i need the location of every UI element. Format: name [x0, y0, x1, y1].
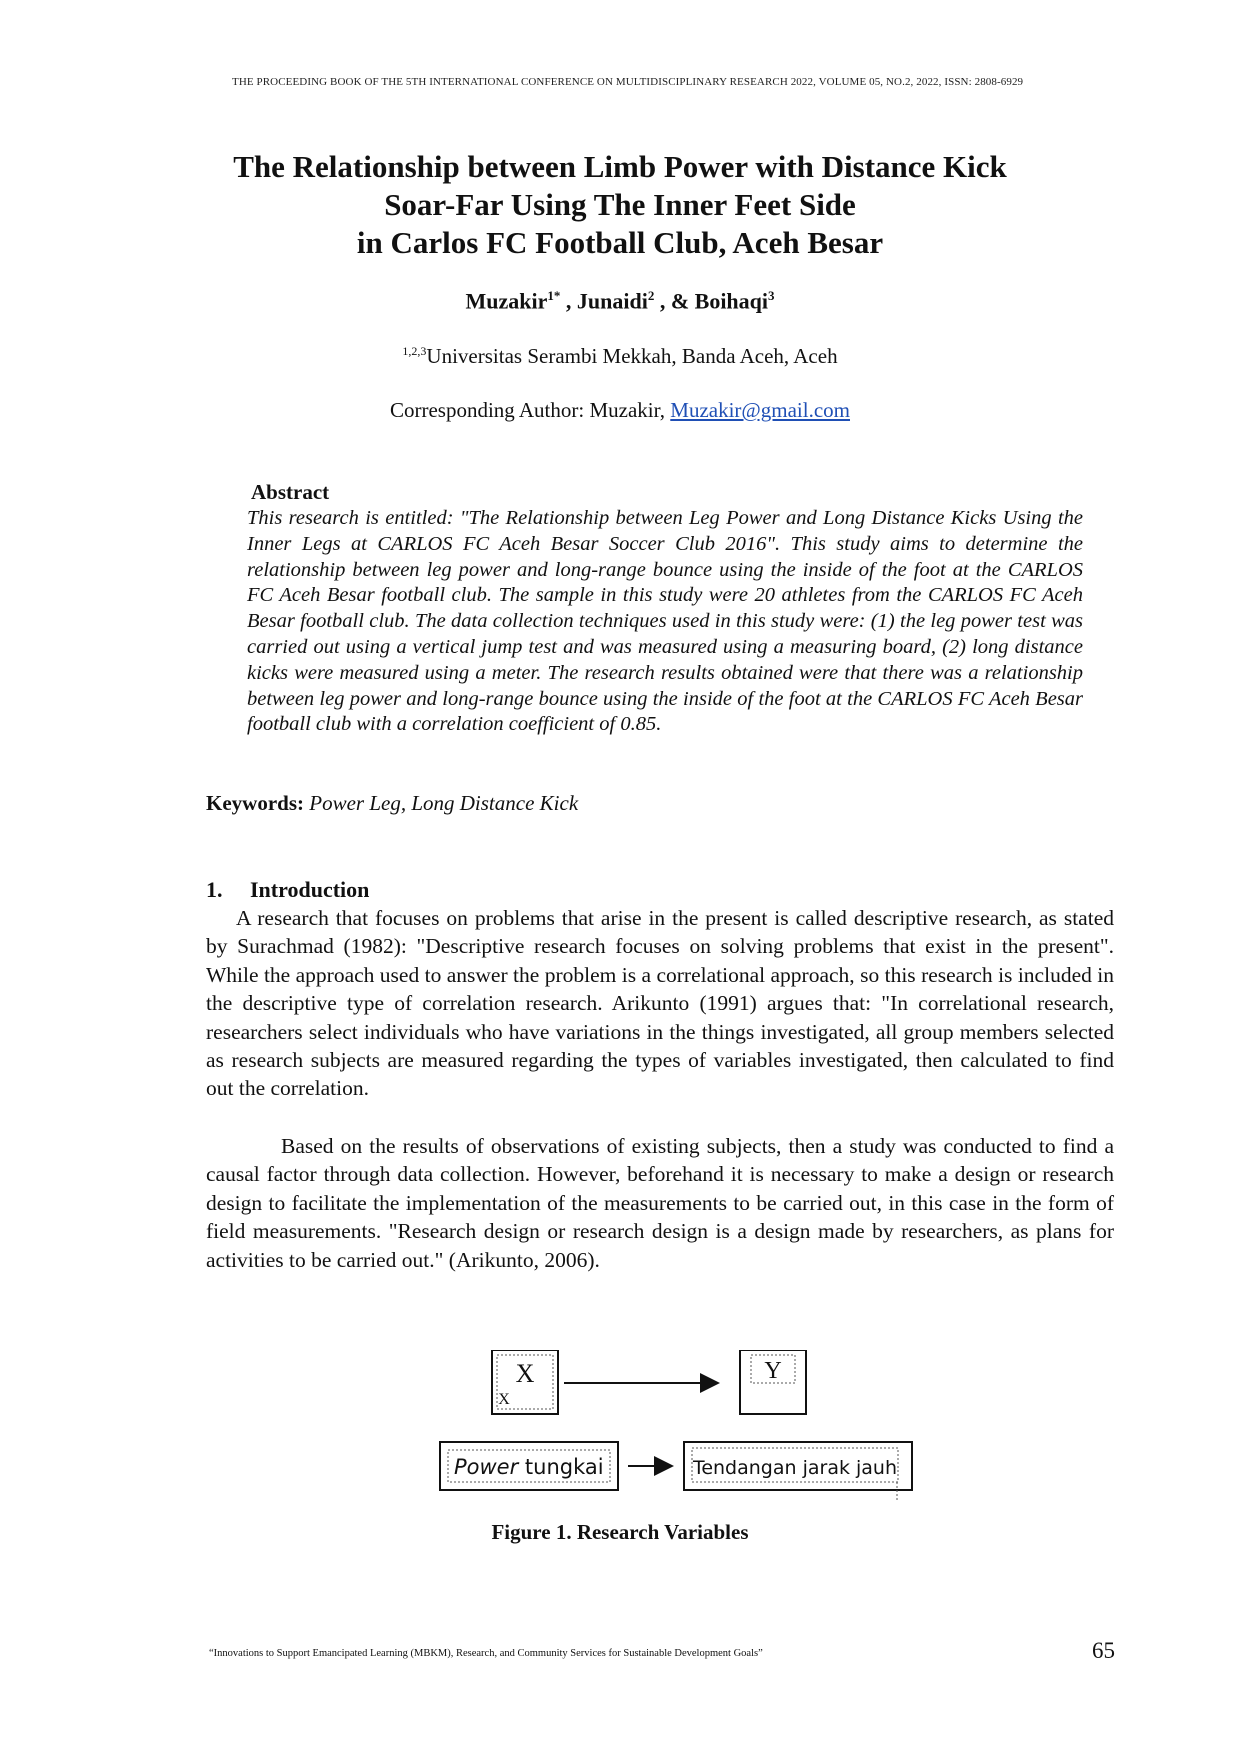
abstract-heading: Abstract	[251, 480, 330, 504]
corresponding-author	[120, 398, 1120, 423]
section-heading-introduction	[206, 877, 369, 903]
author-3-marker: 3	[768, 288, 775, 303]
box-x-sublabel: X	[498, 1391, 510, 1408]
author-1: Muzakir	[465, 288, 548, 314]
section-number: 1.	[206, 877, 223, 902]
power-tungkai-label	[454, 1455, 604, 1479]
title-line-3: in Carlos FC Football Club, Aceh Besar	[356, 225, 884, 260]
keywords-label: Keywords:	[206, 791, 304, 815]
paper-title	[120, 148, 1120, 262]
keywords	[206, 791, 578, 816]
title-line-2: Soar-Far Using The Inner Feet Side	[384, 187, 856, 222]
box-x-label: X	[515, 1359, 535, 1388]
keywords-text: Power Leg, Long Distance Kick	[304, 791, 579, 815]
abstract-text: This research is entitled: "The Relationship between Leg Power and Long Distance Kicks Using the Inner Legs at CARLOS FC Aceh Besar Soccer Club 2016". This study aims to determine the relationship between leg power and long-range bounce using the inside of the foot at the CARLOS FC Aceh Besar football club. The sample in this study were 20 athletes from the CARLOS FC Aceh Besar football club. The data collection techniques used in this study were: (1) the leg power test was carried out using a vertical jump test and was measured using a measuring board, (2) long distance kicks were measured using a meter. The research results obtained were that there was a relationship between leg power and long-range bounce using the inside of the foot at the CARLOS FC Aceh Besar football club with a correlation coefficient of 0.85.	[247, 507, 1083, 736]
running-head: THE PROCEEDING BOOK OF THE 5TH INTERNATIONAL CONFERENCE ON MULTIDISCIPLINARY RESEARCH 2022, VOLUME 05, NO.2, 2022, ISSN: 2808-6929	[232, 76, 1024, 88]
affiliation-marker: 1,2,3	[402, 344, 427, 358]
paragraph-2: Based on the results of observations of existing subjects, then a study was conducted to find a causal factor through data collection. However, beforehand it is necessary to make a design or research design to facilitate the implementation of the measurements to be carried out, in this case in the form of field measurements. "Research design or research design is a design made by researchers, as plans for activities to be carried out." (Arikunto, 2006).	[206, 1134, 1114, 1272]
author-2-marker: 2	[647, 288, 655, 303]
affiliation-text: Universitas Serambi Mekkah, Banda Aceh, Aceh	[426, 344, 838, 368]
author-2: , Junaidi	[565, 288, 648, 314]
box-y-label: Y	[764, 1358, 782, 1384]
title-line-1: The Relationship between Limb Power with Distance Kick	[233, 149, 1007, 184]
author-list	[120, 288, 1120, 314]
author-email-link[interactable]: Muzakir@gmail.com	[670, 398, 850, 422]
affiliation	[120, 344, 1120, 369]
page-number: 65	[1092, 1638, 1115, 1663]
tendangan-label: Tendangan jarak jauh	[692, 1457, 898, 1479]
corresponding-label: Corresponding Author: Muzakir,	[389, 398, 671, 422]
author-3: , & Boihaqi	[659, 288, 769, 314]
figure-diagram	[436, 1350, 966, 1520]
section-title: Introduction	[250, 877, 370, 902]
research-variables-figure	[436, 1350, 966, 1520]
figure-caption: Figure 1. Research Variables	[491, 1520, 749, 1544]
tungkai-word: tungkai	[518, 1455, 604, 1479]
author-1-marker: 1*	[547, 288, 561, 303]
footer-note: “Innovations to Support Emancipated Learning (MBKM), Research, and Community Services for Sustainable Development Goals”	[209, 1648, 763, 1659]
paragraph-1: A research that focuses on problems that arise in the present is called descriptive research, as stated by Surachmad (1982): "Descriptive research focuses on solving problems that exist in the present". While the approach used to answer the problem is a correlational approach, so this research is included in the descriptive type of correlation research. Arikunto (1991) argues that: "In correlational research, researchers select individuals who have variations in the things investigated, all group members selected as research subjects are measured regarding the types of variables investigated, then calculated to find out the correlation.	[206, 906, 1114, 1101]
power-word: Power	[454, 1455, 519, 1479]
